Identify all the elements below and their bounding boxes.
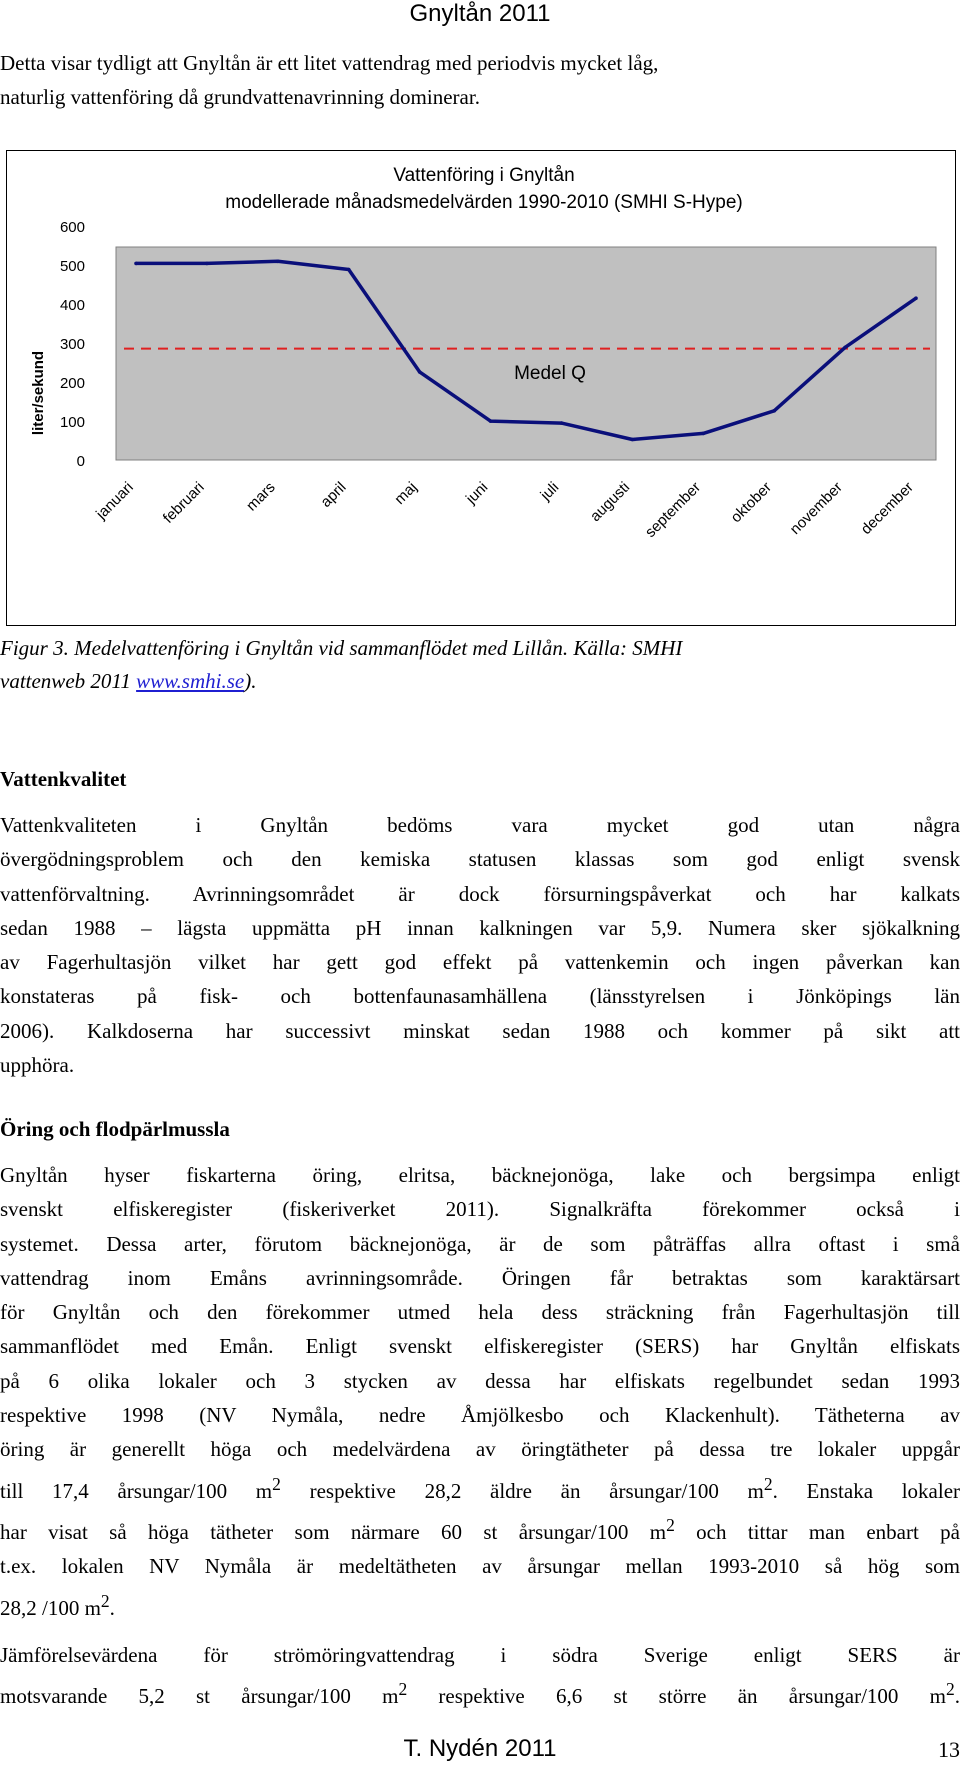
- data-point: [560, 421, 564, 425]
- x-tick-label: november: [786, 478, 846, 538]
- x-tick-label: december: [857, 478, 917, 538]
- trout-line: öring är generellt höga och medelvärdena av öringtätheter på dessa tre lokaler uppgår: [0, 1437, 960, 1462]
- page-number: 13: [938, 1737, 960, 1762]
- data-point: [914, 296, 918, 300]
- intro-paragraph: [0, 46, 960, 115]
- superscript: 2: [272, 1473, 281, 1494]
- y-tick-label: 400: [59, 297, 85, 314]
- x-tick-label: september: [641, 478, 705, 541]
- data-point: [772, 409, 776, 413]
- superscript: 2: [100, 1590, 110, 1611]
- y-tick-label: 500: [59, 258, 85, 275]
- figure-caption: [0, 632, 960, 698]
- chart-title: Vattenföring i Gnyltån: [393, 165, 575, 186]
- y-tick-label: 300: [59, 336, 85, 353]
- intro-line-2: naturlig vattenföring då grundvattenavrinning dominerar.: [0, 85, 480, 110]
- trout-line: Gnyltån hyser fiskarterna öring, elritsa, bäcknejonöga, lake och bergsimpa enligt: [0, 1163, 960, 1187]
- caption-line-2-prefix: vattenweb 2011: [0, 669, 137, 693]
- heading-oring: Öring och flodpärlmussla: [0, 1117, 230, 1141]
- y-ticks: [60, 219, 85, 470]
- trout-line-13-a: 28,2 /100 m: [0, 1595, 101, 1620]
- data-point: [489, 419, 493, 423]
- water-line: 2006). Kalkdoserna har successivt minskat sedan 1988 och kommer på sikt att: [0, 1018, 960, 1043]
- water-line: övergödningsproblem och den kemiska statusen klassas som god enligt svensk: [0, 847, 960, 872]
- intro-line-1: Detta visar tydligt att Gnyltån är ett litet vattendrag med periodvis mycket låg,: [0, 51, 659, 75]
- y-axis-label: liter/sekund: [30, 350, 47, 436]
- superscript: 2: [945, 1679, 955, 1700]
- water-line: av Fagerhultasjön vilket har gett god effekt på vattenkemin och ingen påverkan kan: [0, 950, 960, 975]
- caption-line-2-suffix: ).: [244, 669, 257, 693]
- trout-line-10-c: . Enstaka lokaler: [772, 1478, 960, 1503]
- compare-line-1: Jämförelsevärdena för strömöringvattendrag i södra Sverige enligt SERS är: [0, 1643, 960, 1667]
- superscript: 2: [398, 1679, 408, 1700]
- y-tick-label: 600: [59, 219, 85, 236]
- plot-area: [116, 247, 936, 460]
- paragraph-oring: [0, 1158, 960, 1625]
- x-tick-label: februari: [159, 478, 208, 527]
- superscript: 2: [763, 1473, 773, 1494]
- trout-line-13: [0, 1584, 960, 1625]
- trout-line-10-a: till 17,4 årsungar/100 m: [0, 1478, 273, 1503]
- x-tick-label: januari: [92, 478, 137, 523]
- data-point: [843, 346, 847, 350]
- trout-line-10: [0, 1467, 960, 1508]
- medel-q-label: Medel Q: [514, 363, 586, 384]
- compare-line-2-b: respektive 6,6 st större än årsungar/100 m: [407, 1684, 946, 1709]
- x-tick-label: april: [317, 478, 350, 511]
- trout-line: svenskt elfiskeregister (fiskeriverket 2011). Signalkräfta förekommer också i: [0, 1197, 960, 1222]
- paragraph-jamforelse: [0, 1638, 960, 1714]
- page-header: Gnyltån 2011: [409, 0, 551, 27]
- data-point: [702, 432, 706, 436]
- x-tick-label: maj: [391, 478, 421, 508]
- x-tick-label: juli: [537, 478, 563, 504]
- trout-line: på 6 olika lokaler och 3 stycken av dessa har elfiskats regelbundet sedan 1993: [0, 1368, 960, 1393]
- trout-line: sammanflödet med Emån. Enligt svenskt elfiskeregister (SERS) har Gnyltån elfiskats: [0, 1334, 960, 1359]
- trout-line: systemet. Dessa arter, förutom bäcknejonöga, är de som påträffas allra oftast i små: [0, 1231, 960, 1256]
- water-line: Vattenkvaliteten i Gnyltån bedöms vara mycket god utan några: [0, 813, 960, 837]
- superscript: 2: [666, 1514, 675, 1535]
- flow-chart-svg: [7, 151, 954, 624]
- page-footer: [0, 1734, 960, 1764]
- data-point: [134, 262, 138, 266]
- paragraph-vattenkvalitet: [0, 808, 960, 1082]
- footer-author: T. Nydén 2011: [403, 1735, 557, 1762]
- heading-vattenkvalitet: Vattenkvalitet: [0, 767, 127, 791]
- trout-line: vattendrag inom Emåns avrinningsområde. Öringen får betraktas som karaktärsart: [0, 1265, 960, 1290]
- data-point: [347, 268, 351, 272]
- trout-line-11: [0, 1508, 960, 1549]
- data-point: [205, 262, 209, 266]
- water-line: vattenförvaltning. Avrinningsområdet är dock försurningspåverkat och har kalkats: [0, 881, 960, 906]
- x-tick-label: augusti: [586, 478, 634, 526]
- smhi-link[interactable]: www.smhi.se: [136, 669, 245, 693]
- trout-line-12: t.ex. lokalen NV Nymåla är medeltätheten av årsungar mellan 1993-2010 så hög som: [0, 1554, 960, 1579]
- trout-line-11-a: har visat så höga tätheter som närmare 60 st årsungar/100 m: [0, 1519, 667, 1544]
- data-point: [418, 370, 422, 374]
- x-tick-label: juni: [462, 478, 492, 508]
- compare-line-2-c: .: [954, 1684, 960, 1709]
- x-ticks: [92, 479, 917, 541]
- data-point: [631, 438, 635, 442]
- y-tick-label: 100: [59, 414, 85, 431]
- compare-line-2-a: motsvarande 5,2 st årsungar/100 m: [0, 1684, 399, 1709]
- trout-line: respektive 1998 (NV Nymåla, nedre Åmjölkesbo och Klackenhult). Tätheterna av: [0, 1403, 960, 1428]
- water-line: sedan 1988 – lägsta uppmätta pH innan kalkningen var 5,9. Numera sker sjökalkning: [0, 915, 960, 940]
- trout-line-13-b: .: [109, 1595, 115, 1620]
- water-line: konstateras på fisk- och bottenfaunasamhällena (länsstyrelsen i Jönköpings län: [0, 984, 960, 1009]
- caption-line-1: Figur 3. Medelvattenföring i Gnyltån vid sammanflödet med Lillån. Källa: SMHI: [0, 636, 683, 660]
- x-tick-label: oktober: [727, 478, 776, 527]
- compare-line-2: [0, 1672, 960, 1713]
- trout-line-10-b: respektive 28,2 äldre än årsungar/100 m: [280, 1478, 764, 1503]
- trout-line: för Gnyltån och den förekommer utmed hela dess sträckning från Fagerhultasjön till: [0, 1300, 960, 1325]
- flow-chart: [6, 150, 956, 626]
- y-tick-label: 0: [76, 453, 85, 470]
- y-tick-label: 200: [59, 375, 85, 392]
- chart-subtitle: modellerade månadsmedelvärden 1990-2010 (SMHI S-Hype): [225, 192, 743, 213]
- data-point: [276, 260, 280, 264]
- trout-line-11-b: och tittar man enbart på: [674, 1519, 960, 1544]
- x-tick-label: mars: [243, 478, 279, 515]
- water-line: upphöra.: [0, 1053, 75, 1078]
